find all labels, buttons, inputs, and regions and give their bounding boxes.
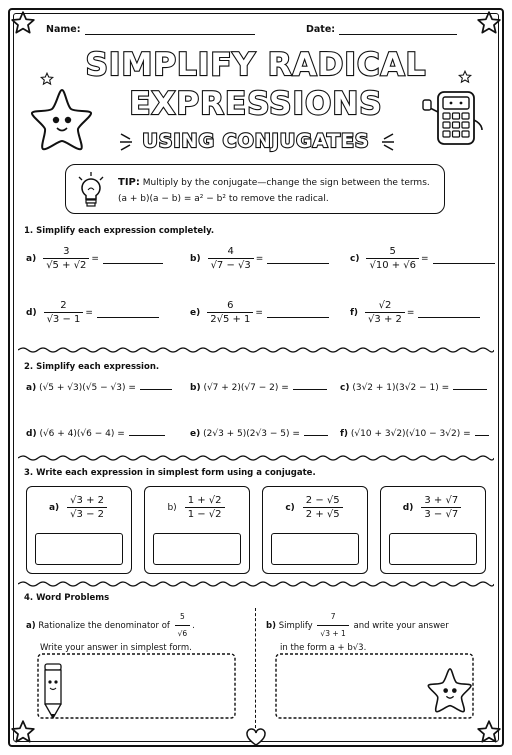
answer-line[interactable] (267, 308, 329, 318)
s2-problem-b: b) (√7 + 2)(√7 − 2) = (190, 380, 327, 393)
answer-line[interactable] (433, 254, 495, 264)
small-star-icon (458, 70, 472, 84)
tip-box (65, 164, 445, 214)
s2-problem-e: e) (2√3 + 5)(2√3 − 5) = (190, 426, 328, 439)
s1-problem-f: f) $\frac{√2}{√3 + 2}$ = (350, 300, 480, 325)
smiling-star-icon (424, 666, 476, 718)
s3-card-c: c) $\frac{2 - √5}{2 + √5}$ (262, 486, 368, 574)
answer-line[interactable] (103, 254, 163, 264)
s3-card-b: b) $\frac{1 + √2}{1 - √2}$ (144, 486, 250, 574)
answer-line[interactable] (140, 380, 172, 390)
date-input-line[interactable] (339, 25, 457, 35)
lightbulb-icon (76, 171, 106, 209)
s1-problem-b: b) $\frac{4}{√7 - √3}$ = (190, 246, 329, 271)
section-3-title: 3. Write each expression in simplest form using a conjugate. (24, 468, 316, 478)
s2-problem-f: f) (√10 + 3√2)(√10 − 3√2) = (340, 426, 489, 439)
tip-label: TIP: (118, 177, 140, 188)
answer-box[interactable] (271, 533, 359, 565)
section-1-title: 1. Simplify each expression completely. (24, 226, 215, 236)
corner-star-icon (476, 719, 502, 745)
smiling-star-icon (26, 86, 98, 158)
s3-card-d: d) $\frac{3 + √7}{3 - √7}$ (380, 486, 486, 574)
corner-star-icon (10, 719, 36, 745)
s2-problem-d: d) (√6 + 4)(√6 − 4) = (26, 426, 165, 439)
section-2-title: 2. Simplify each expression. (24, 362, 160, 372)
answer-line[interactable] (304, 426, 328, 436)
word-problem-a: a) Rationalize the denominator of $\frac{5}{√6}$ . Write your answer in simplest form. (26, 612, 195, 653)
date-label: Date: (306, 24, 336, 35)
wavy-divider (18, 580, 494, 588)
answer-line[interactable] (129, 426, 165, 436)
name-input-line[interactable] (85, 25, 255, 35)
corner-star-icon (476, 10, 502, 36)
answer-line[interactable] (267, 254, 329, 264)
answer-line[interactable] (97, 308, 159, 318)
wavy-divider (18, 346, 494, 354)
tip-line-1: Multiply by the conjugate—change the sign between the terms. (142, 178, 430, 188)
answer-line[interactable] (453, 380, 487, 390)
answer-line[interactable] (418, 308, 480, 318)
answer-box[interactable] (35, 533, 123, 565)
s1-problem-c: c) $\frac{5}{√10 + √6}$ = (350, 246, 495, 271)
s1-problem-d: d) $\frac{2}{√3 - 1}$ = (26, 300, 159, 325)
tip-line-2: (a + b)(a − b) = a² − b² to remove the radical. (118, 194, 329, 204)
title-line-2: EXPRESSIONS (129, 86, 383, 122)
word-problem-divider (255, 608, 256, 728)
pencil-character-icon (38, 660, 68, 722)
heart-icon (245, 727, 267, 747)
title-line-1: SIMPLIFY RADICAL (85, 47, 427, 83)
answer-box[interactable] (153, 533, 241, 565)
s2-problem-c: c) (3√2 + 1)(3√2 − 1) = (340, 380, 487, 393)
title-line-3: USING CONJUGATES (142, 130, 370, 152)
s1-problem-e: e) $\frac{6}{2√5 + 1}$ = (190, 300, 329, 325)
answer-line[interactable] (475, 426, 489, 436)
s3-card-a: a) $\frac{√3 + 2}{√3 - 2}$ (26, 486, 132, 574)
answer-box[interactable] (389, 533, 477, 565)
wavy-divider (18, 454, 494, 462)
small-star-icon (40, 72, 54, 86)
sparkle-left-icon (118, 130, 138, 152)
word-problem-b: b) Simplify $\frac{7}{√3 + 1}$ and write your answer in the form a + b√3. (266, 612, 449, 653)
name-label: Name: (46, 24, 81, 35)
answer-line[interactable] (293, 380, 327, 390)
corner-star-icon (10, 10, 36, 36)
s2-problem-a: a) (√5 + √3)(√5 − √3) = (26, 380, 172, 393)
sparkle-right-icon (376, 130, 396, 152)
s1-problem-a: a) $\frac{3}{√5 + √2}$ = (26, 246, 163, 271)
calculator-character-icon (420, 88, 490, 150)
date-field[interactable] (306, 24, 457, 35)
name-field[interactable] (46, 24, 255, 35)
section-4-title: 4. Word Problems (24, 593, 110, 603)
